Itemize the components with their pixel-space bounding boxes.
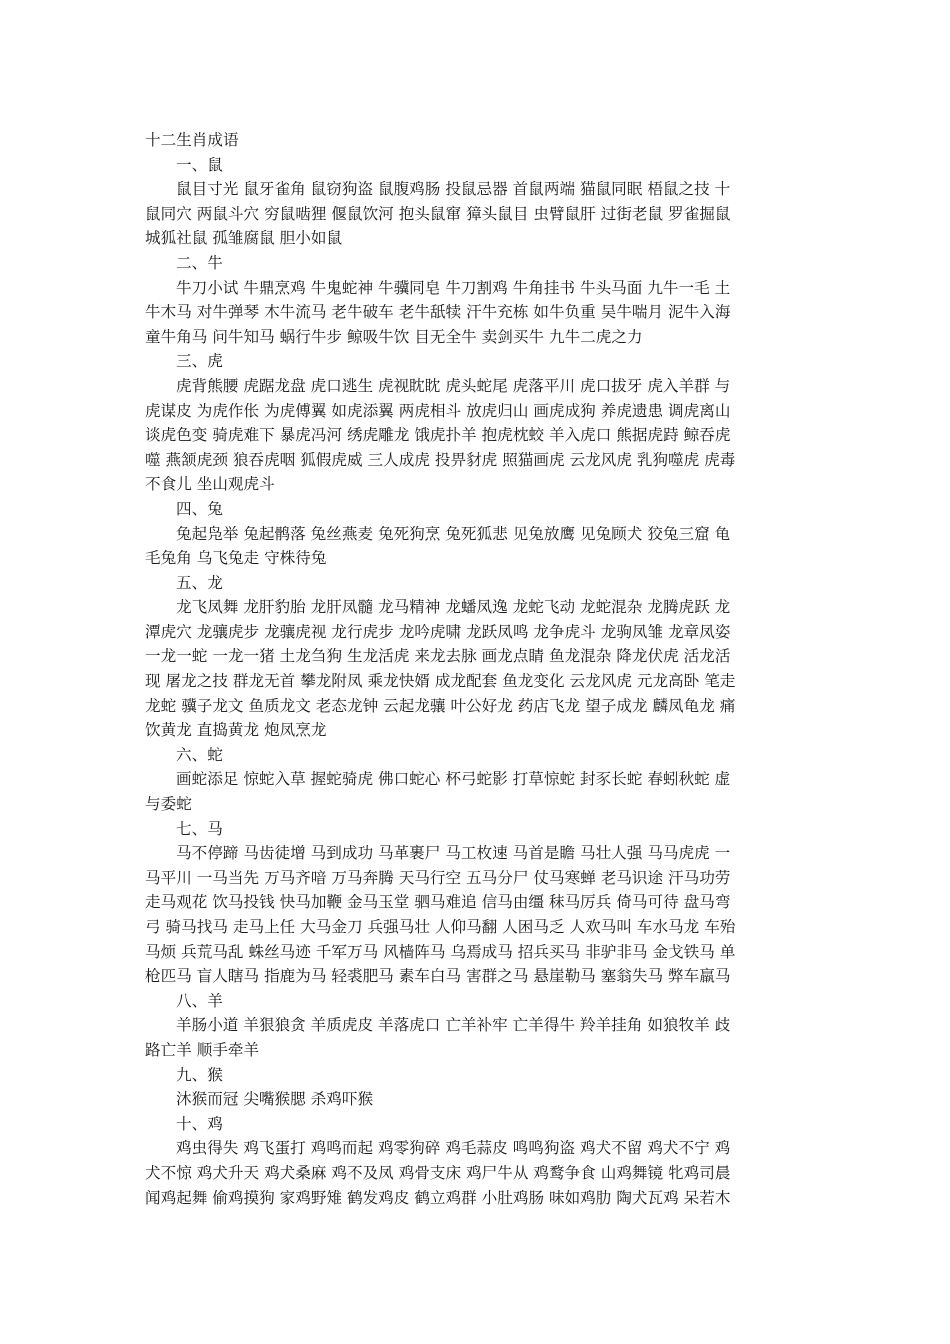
- section: [145, 497, 810, 571]
- idiom-line: 鼠同穴 两鼠斗穴 穷鼠啮狸 偃鼠饮河 抱头鼠窜 獐头鼠目 虫臂鼠肝 过街老鼠 罗雀掘鼠: [145, 204, 731, 223]
- section: [145, 153, 810, 251]
- section-heading: 二、牛: [176, 253, 223, 272]
- idiom-line: 走马观花 饮马投钱 快马加鞭 金马玉堂 驷马难追 信马由缰 秣马厉兵 倚马可待 盘马弯: [145, 893, 731, 912]
- section-heading: 一、鼠: [176, 155, 223, 174]
- idiom-line: 犬不惊 鸡犬升天 鸡犬桑麻 鸡不及凤 鸡骨支床 鸡尸牛从 鸡鹜争食 山鸡舞镜 牝鸡司晨: [145, 1163, 731, 1182]
- idiom-line: 马不停蹄 马齿徒增 马到成功 马革裹尸 马工枚速 马首是瞻 马壮人强 马马虎虎 一: [176, 844, 731, 863]
- idiom-line: 饮黄龙 直捣黄龙 炮凤烹龙: [145, 721, 327, 740]
- section-heading: 八、羊: [176, 991, 223, 1010]
- idiom-line: 虎背熊腰 虎踞龙盘 虎口逃生 虎视眈眈 虎头蛇尾 虎落平川 虎口拔牙 虎入羊群 与: [176, 376, 731, 395]
- document-page: [145, 128, 810, 1210]
- section: [145, 1112, 810, 1210]
- idiom-line: 牛刀小试 牛鼎烹鸡 牛鬼蛇神 牛骥同皂 牛刀割鸡 牛角挂书 牛头马面 九牛一毛 土: [176, 278, 731, 297]
- idiom-line: 现 屠龙之技 群龙无首 攀龙附凤 乘龙快婿 成龙配套 鱼龙变化 云龙风虎 元龙高卧 笔走: [145, 672, 736, 691]
- section-heading: 三、虎: [176, 352, 223, 371]
- document-title: 十二生肖成语: [145, 131, 239, 149]
- idiom-line: 马烦 兵荒马乱 蛛丝马迹 千军万马 风樯阵马 乌焉成马 招兵买马 非驴非马 金戈铁马 单: [145, 942, 736, 961]
- section: [145, 1063, 810, 1112]
- idiom-line: 童牛角马 问牛知马 蜗行牛步 鲸吸牛饮 目无全牛 卖剑买牛 九牛二虎之力: [145, 327, 643, 346]
- idiom-line: 鸡虫得失 鸡飞蛋打 鸡鸣而起 鸡零狗碎 鸡毛蒜皮 鸣鸣狗盗 鸡犬不留 鸡犬不宁 鸡: [176, 1139, 731, 1158]
- idiom-line: 毛兔角 乌飞兔走 守株待兔: [145, 549, 327, 568]
- idiom-line: 城狐社鼠 孤雏腐鼠 胆小如鼠: [145, 229, 343, 248]
- section-heading: 五、龙: [176, 573, 223, 592]
- section: [145, 743, 810, 817]
- section: [145, 251, 810, 349]
- idiom-line: 兔起凫举 兔起鹘落 兔丝燕麦 兔死狗烹 兔死狐悲 见兔放鹰 见兔顾犬 狡兔三窟 龟: [176, 524, 731, 543]
- idiom-line: 潭虎穴 龙骧虎步 龙骧虎视 龙行虎步 龙吟虎啸 龙跃凤鸣 龙争虎斗 龙驹凤雏 龙章凤姿: [145, 622, 731, 641]
- idiom-line: 画蛇添足 惊蛇入草 握蛇骑虎 佛口蛇心 杯弓蛇影 打草惊蛇 封豕长蛇 春蚓秋蛇 虚: [176, 770, 731, 789]
- idiom-line: 沐猴而冠 尖嘴猴腮 杀鸡吓猴: [176, 1090, 374, 1109]
- idiom-line: 龙飞凤舞 龙肝豹胎 龙肝凤髓 龙马精神 龙蟠凤逸 龙蛇飞动 龙蛇混杂 龙腾虎跃 龙: [176, 598, 731, 617]
- idiom-line: 虎谋皮 为虎作伥 为虎傅翼 如虎添翼 两虎相斗 放虎归山 画虎成狗 养虎遗患 调虎离山: [145, 401, 731, 420]
- idiom-line: 不食儿 坐山观虎斗: [145, 475, 275, 494]
- idiom-line: 谈虎色变 骑虎难下 暴虎冯河 绣虎雕龙 饿虎扑羊 抱虎枕蛟 羊入虎口 熊据虎跱 鲸吞虎: [145, 426, 731, 445]
- idiom-line: 路亡羊 顺手牵羊: [145, 1040, 260, 1059]
- sections-container: [145, 153, 810, 1211]
- section-heading: 四、兔: [176, 499, 223, 518]
- idiom-line: 噬 燕颔虎颈 狼吞虎咽 狐假虎威 三人成虎 投畀豺虎 照猫画虎 云龙风虎 乳狗噬虎 虎毒: [145, 450, 736, 469]
- section: [145, 349, 810, 497]
- idiom-line: 枪匹马 盲人瞎马 指鹿为马 轻裘肥马 素车白马 害群之马 悬崖勒马 塞翁失马 弊车羸马: [145, 967, 731, 986]
- idiom-line: 羊肠小道 羊狠狼贪 羊质虎皮 羊落虎口 亡羊补牢 亡羊得牛 羚羊挂角 如狼牧羊 歧: [176, 1016, 731, 1035]
- section-heading: 九、猴: [176, 1065, 223, 1084]
- section: [145, 571, 810, 743]
- section: [145, 817, 810, 989]
- idiom-line: 马平川 一马当先 万马齐喑 万马奔腾 天马行空 五马分尸 仗马寒蝉 老马识途 汗马功劳: [145, 868, 731, 887]
- idiom-line: 闻鸡起舞 偷鸡摸狗 家鸡野雉 鹤发鸡皮 鹤立鸡群 小肚鸡肠 味如鸡肋 陶犬瓦鸡 呆若木: [145, 1188, 731, 1207]
- idiom-line: 与委蛇: [145, 795, 192, 814]
- idiom-line: 龙蛇 骥子龙文 鱼质龙文 老态龙钟 云起龙骧 叶公好龙 药店飞龙 望子成龙 麟凤龟龙 痛: [145, 696, 736, 715]
- section-heading: 十、鸡: [176, 1114, 223, 1133]
- idiom-line: 一龙一蛇 一龙一猪 土龙刍狗 生龙活虎 来龙去脉 画龙点睛 鱼龙混杂 降龙伏虎 活龙活: [145, 647, 731, 666]
- idiom-line: 弓 骑马找马 走马上任 大马金刀 兵强马壮 人仰马翻 人困马乏 人欢马叫 车水马龙 车殆: [145, 918, 736, 936]
- idiom-line: 牛木马 对牛弹琴 木牛流马 老牛破车 老牛舐犊 汗牛充栋 如牛负重 吴牛喘月 泥牛入海: [145, 303, 731, 322]
- idiom-line: 鼠目寸光 鼠牙雀角 鼠窃狗盗 鼠腹鸡肠 投鼠忌器 首鼠两端 猫鼠同眠 梧鼠之技 十: [176, 180, 731, 199]
- section-heading: 六、蛇: [176, 745, 223, 764]
- section-heading: 七、马: [176, 819, 223, 838]
- section: [145, 989, 810, 1063]
